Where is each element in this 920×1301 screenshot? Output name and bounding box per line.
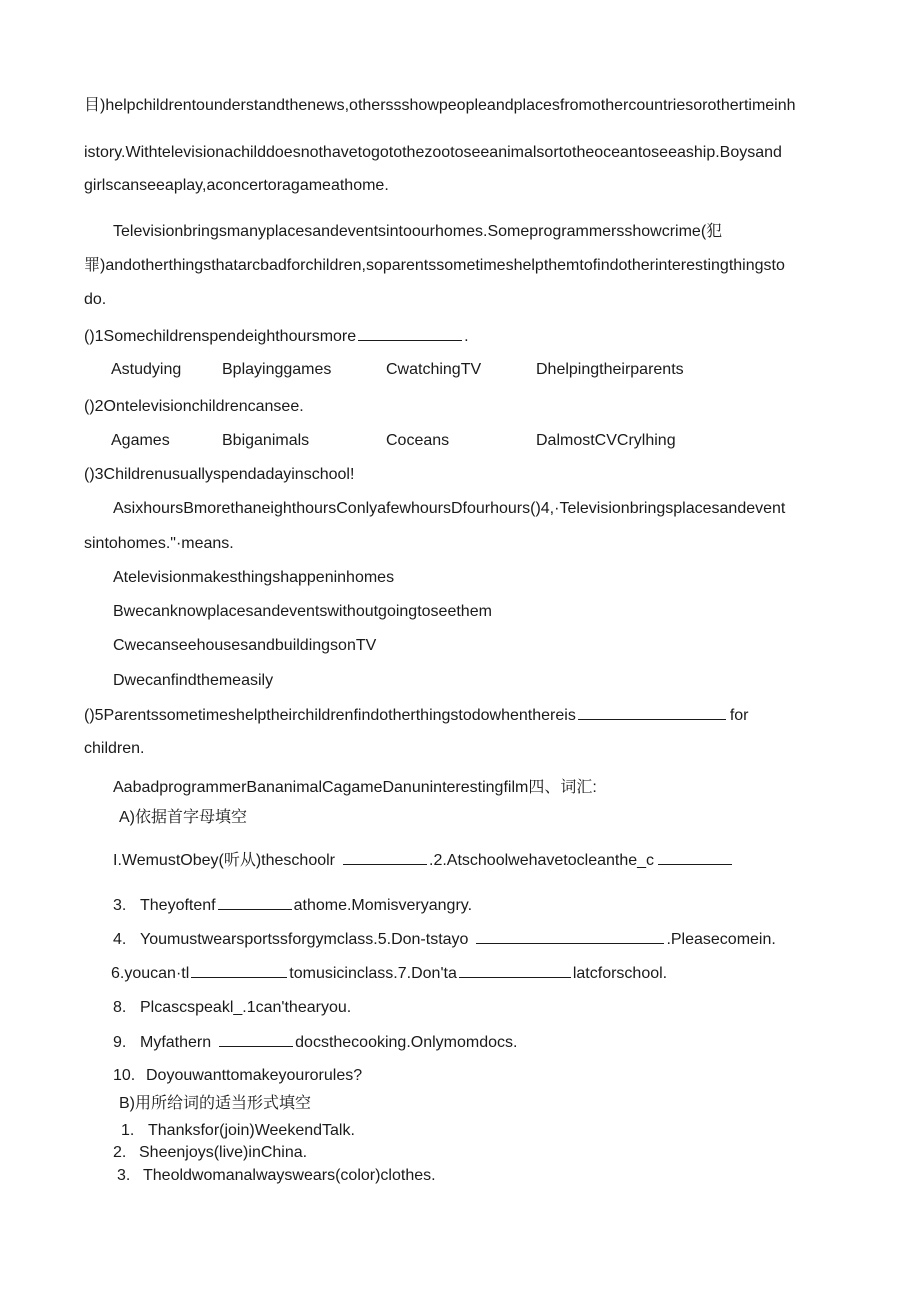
- vocab-a-line-6: [111, 963, 667, 984]
- item-number: 3.: [117, 1167, 131, 1184]
- option-c: Coceans: [386, 432, 450, 449]
- vocab-a6-post: latcforschool.: [572, 965, 668, 982]
- vocab-a-line-8: [113, 998, 351, 1018]
- option-d: DalmostCVCrylhing: [536, 432, 676, 449]
- vocab-a-line-4: [113, 929, 776, 950]
- vocab-a-line-9: [113, 1032, 517, 1053]
- answer-blank: [578, 705, 726, 720]
- passage-line: Televisionbringsmanyplacesandeventsintoourhomes.Someprogrammersshowcrime(犯: [113, 223, 723, 240]
- vocab-a6-pre: 6.youcan·tl: [111, 965, 190, 982]
- passage-line: girlscanseeaplay,aconcertoragameathome.: [84, 177, 389, 194]
- vocab-a10: Doyouwanttomakeyourorules?: [146, 1067, 363, 1084]
- question-3-options: AsixhoursBmorethaneighthoursConlyafewhoursDfourhours()4,·Televisionbringsplacesandevent: [113, 500, 786, 517]
- option-c: CwatchingTV: [386, 361, 482, 378]
- section-b-title: B)用所给词的适当形式填空: [119, 1095, 312, 1112]
- vocab-a6-mid: tomusicinclass.7.Don'ta: [289, 965, 457, 982]
- question-5-continuation: children.: [84, 740, 145, 757]
- question-5: [84, 705, 749, 726]
- option-c: CwecanseehousesandbuildingsonTV: [113, 637, 377, 654]
- vocab-a9-pre: Myfathern: [140, 1034, 212, 1051]
- vocab-a9-post: docsthecooking.Onlymomdocs.: [295, 1034, 518, 1051]
- vocab-b-item: [117, 1166, 436, 1186]
- item-number: 1.: [121, 1122, 135, 1139]
- option-a: Atelevisionmakesthingshappeninhomes: [113, 569, 395, 586]
- item-number: 8.: [113, 999, 127, 1016]
- question-5-stem: ()5Parentssometimeshelptheirchildrenfindotherthingstodowhenthereis: [84, 707, 576, 724]
- vocab-a-line-3: [113, 895, 472, 916]
- option-a: Agames: [111, 432, 170, 449]
- option-a: Astudying: [111, 361, 182, 378]
- option-d: Dwecanfindthemeasily: [113, 672, 274, 689]
- vocab-a-line-1: [113, 850, 732, 871]
- vocab-a4-post: .Pleasecomein.: [666, 931, 776, 948]
- answer-blank: [218, 895, 292, 910]
- item-number: 9.: [113, 1034, 127, 1051]
- question-1-stem: ()1Somechildrenspendeighthoursmore: [84, 328, 357, 345]
- answer-blank: [658, 850, 732, 865]
- item-number: 2.: [113, 1144, 127, 1161]
- answer-blank: [343, 850, 427, 865]
- answer-blank: [459, 963, 571, 978]
- answer-blank: [191, 963, 287, 978]
- vocab-b-text: Theoldwomanalwayswears(color)clothes.: [143, 1167, 436, 1184]
- question-3-stem: ()3Childrenusuallyspendadayinschool!: [84, 466, 355, 483]
- option-d: Dhelpingtheirparents: [536, 361, 684, 378]
- option-b: Bplayinggames: [222, 361, 332, 378]
- vocab-b-item: [121, 1121, 355, 1141]
- option-b: Bbiganimals: [222, 432, 310, 449]
- question-1: [84, 326, 469, 347]
- vocab-a8: Plcascspeakl_.1can'thearyou.: [140, 999, 352, 1016]
- item-number: 3.: [113, 897, 127, 914]
- vocab-b-item: [113, 1143, 307, 1163]
- vocab-a4-pre: Youmustwearsportssforgymclass.5.Don-tstayo: [140, 931, 469, 948]
- question-5-options: AabadprogrammerBananimalCagameDanuninterestingfilm四、词汇:: [113, 779, 597, 796]
- answer-blank: [358, 326, 462, 341]
- question-1-end: .: [464, 328, 469, 345]
- passage-line: istory.Withtelevisionachilddoesnothavetogotothezootoseeanimalsortotheoceantoseeaship.Boysand: [84, 144, 782, 161]
- question-5-tail: for: [729, 707, 749, 724]
- item-number: 10.: [113, 1067, 136, 1084]
- vocab-a3-post: athome.Momisveryangry.: [293, 897, 473, 914]
- vocab-b-text: Thanksfor(join)WeekendTalk.: [148, 1122, 355, 1139]
- passage-line: 罪)andotherthingsthatarcbadforchildren,soparentssometimeshelpthemtofindotherinterestingthingsto: [84, 257, 785, 274]
- item-number: 4.: [113, 931, 127, 948]
- answer-blank: [476, 929, 664, 944]
- answer-blank: [219, 1032, 293, 1047]
- section-a-title: A)依据首字母填空: [119, 809, 248, 826]
- question-4-continuation: sintohomes."·means.: [84, 535, 234, 552]
- passage-line: do.: [84, 291, 107, 308]
- option-b: Bwecanknowplacesandeventswithoutgoingtoseethem: [113, 603, 492, 620]
- vocab-a1: I.WemustObey(听从)theschoolr: [113, 852, 335, 869]
- vocab-a2: .2.Atschoolwehavetocleanthe_c: [429, 852, 655, 869]
- passage-line: 目)helpchildrentounderstandthenews,otherssshowpeopleandplacesfromothercountriesorothertimeinh: [84, 97, 796, 114]
- vocab-a3-pre: Theyoftenf: [140, 897, 216, 914]
- vocab-b-text: Sheenjoys(live)inChina.: [139, 1144, 308, 1161]
- vocab-a-line-10: [113, 1066, 362, 1086]
- question-2-stem: ()2Ontelevisionchildrencansee.: [84, 398, 304, 415]
